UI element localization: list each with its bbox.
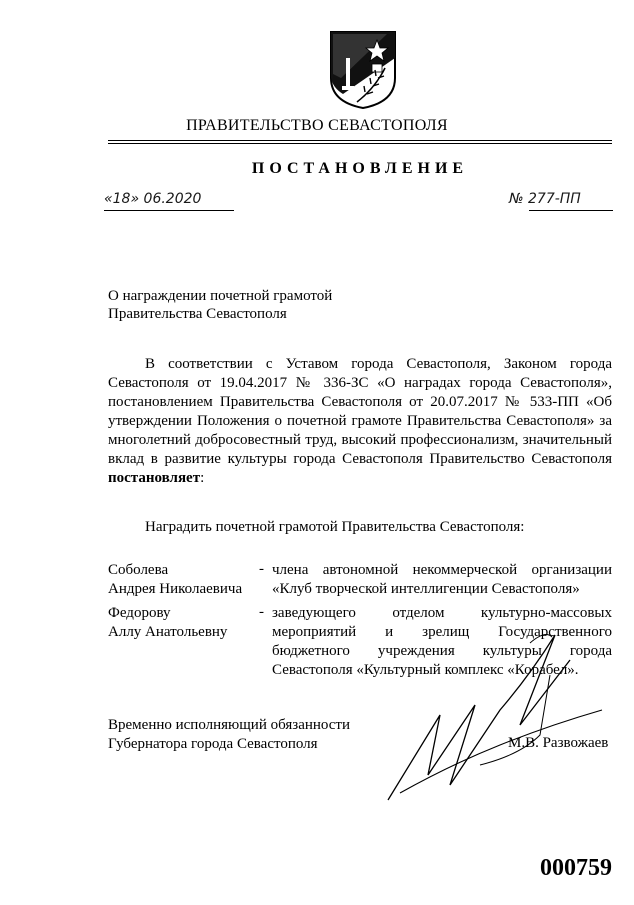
decree-date — [104, 191, 232, 207]
decree-subject — [108, 287, 408, 323]
signer-title — [108, 716, 408, 754]
awardee-name — [108, 561, 268, 599]
serial-number: 000759 — [540, 855, 612, 881]
awardee-description: заведующего отделом культурно-массовых мероприятий и зрелищ Государственного бюджетного учреждения культуры города Севастополя «Культурный комплекс «Корабел». — [272, 605, 612, 678]
awardee-given-names: Аллу Анатольевну — [108, 624, 228, 640]
decree-number-value: № 277-ПП — [509, 191, 581, 207]
award-statement: Наградить почетной грамотой Правительства Севастополя: — [145, 519, 525, 535]
document-type-title: ПОСТАНОВЛЕНИЕ — [251, 160, 469, 177]
decree-preamble — [108, 355, 612, 488]
signer-name: М.В. Развожаев — [508, 735, 609, 751]
signature-icon — [380, 615, 610, 805]
header-rule — [108, 143, 612, 144]
awardee-given-names: Андрея Николаевича — [108, 581, 243, 597]
signer-title-line: Временно исполняющий обязанности — [108, 717, 351, 733]
government-title: ПРАВИТЕЛЬСТВО СЕВАСТОПОЛЯ — [186, 117, 448, 134]
decree-date-value: «18» 06.2020 — [104, 191, 202, 207]
subject-line: О награждении почетной грамотой — [108, 288, 333, 304]
subject-line: Правительства Севастополя — [108, 306, 287, 322]
awardee-dash: - — [259, 561, 264, 577]
decree-number — [509, 191, 613, 207]
coat-of-arms-icon — [327, 28, 399, 110]
awardee-surname: Соболева — [108, 562, 169, 578]
preamble-text: В соответствии с Уставом города Севастополя, Законом города Севастополя от 19.04.2017 № 336-ЗС «О наградах города Севастополя», постановлением Правительства Севастополя от 20.07.2017 № 533-ПП «Об утверждении Положения о почетной грамоте Правительства Севастополя» за многолетний добросовестный труд, высокий профессионализм, значительный вклад в развитие культуры города Севастополя Правительство Севастополя — [108, 356, 612, 467]
preamble-end: : — [200, 470, 205, 486]
preamble-keyword: постановляет — [108, 470, 201, 486]
awardee-dash: - — [259, 604, 264, 620]
awardee-name — [108, 604, 268, 642]
signer-title-line: Губернатора города Севастополя — [108, 736, 318, 752]
header-rule — [108, 140, 612, 141]
awardee-description: члена автономной некоммерческой организации «Клуб творческой интеллигенции Севастополя» — [272, 562, 612, 597]
awardee-surname: Федорову — [108, 605, 171, 621]
